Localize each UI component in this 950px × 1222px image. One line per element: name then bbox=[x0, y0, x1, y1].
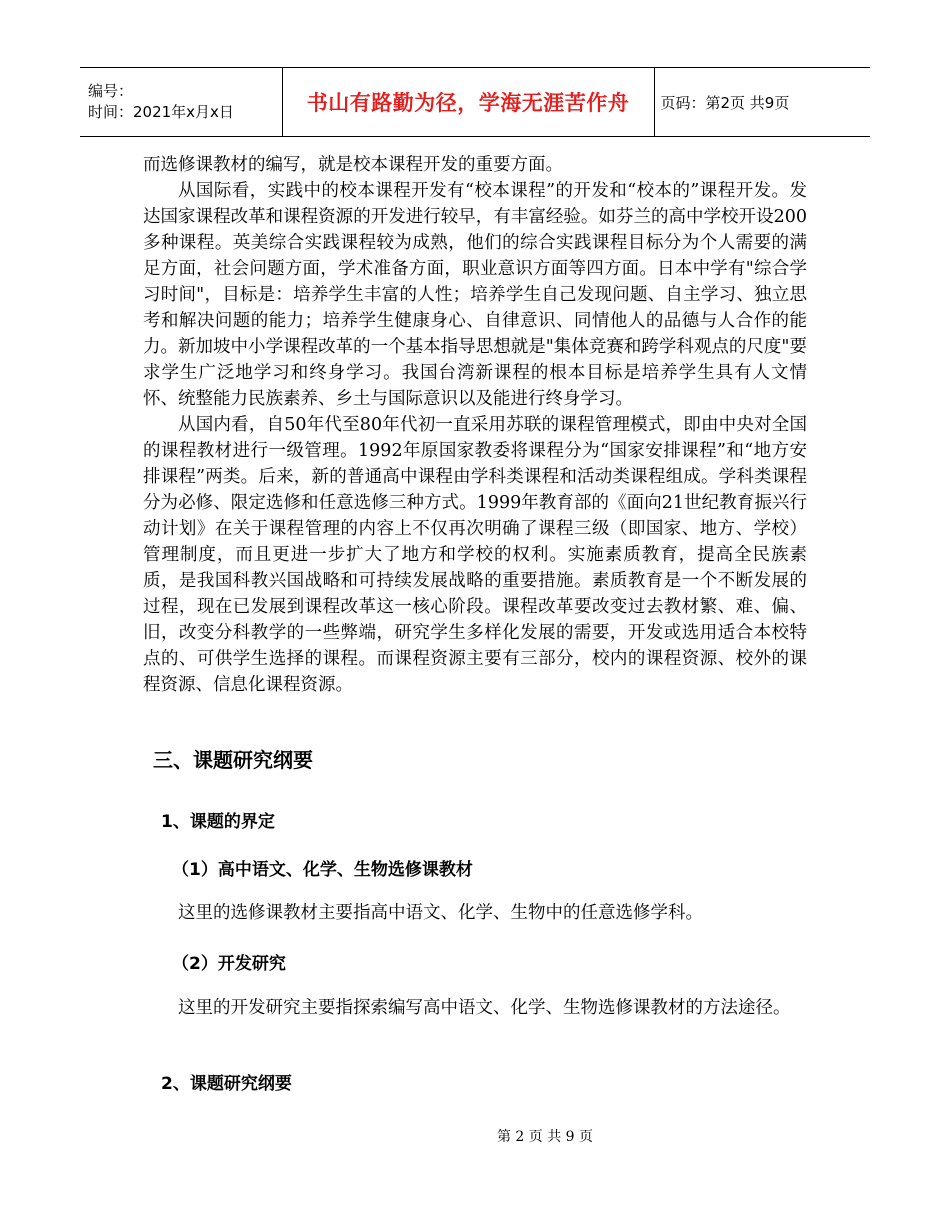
document-number-label: 编号： bbox=[88, 82, 134, 100]
header-page-number: 页码：第2页 共9页 bbox=[660, 93, 790, 112]
header-motto-cell bbox=[282, 68, 654, 137]
paragraph-intro-end: 而选修课教材的编写，就是校本课程开发的重要方面。 bbox=[143, 155, 563, 175]
item-text-development: 这里的开发研究主要指探索编写高中语文、化学、生物选修课教材的方法途径。 bbox=[178, 998, 791, 1018]
subsection-heading-definition: 1、课题的界定 bbox=[161, 812, 275, 832]
subsection-heading-outline: 2、课题研究纲要 bbox=[161, 1074, 292, 1094]
section-heading: 三、课题研究纲要 bbox=[153, 748, 313, 772]
header-meta bbox=[80, 68, 282, 137]
page-footer bbox=[0, 1126, 950, 1146]
header-page-cell bbox=[654, 68, 870, 137]
header-table bbox=[80, 67, 870, 137]
item-text-textbooks: 这里的选修课教材主要指高中语文、化学、生物中的任意选修学科。 bbox=[178, 903, 703, 923]
paragraph-domestic: 从国内看，自50年代至80年代初一直采用苏联的课程管理模式，即由中央对全国的课程教材进行一级管理。1992年原国家教委将课程分为“国家安排课程”和“地方安排课程”两类。后来，新的普通高中课程由学科类课程和活动类课程组成。学科类课程分为必修、限定选修和任意选修三种方式。1999年教育部的《面向21世纪教育振兴行动计划》在关于课程管理的内容上不仅再次明确了课程三级（即国家、地方、学校）管理制度，而且更进一步扩大了地方和学校的权利。实施素质教育，提高全民族素质，是我国科教兴国战略和可持续发展战略的重要措施。素质教育是一个不断发展的过程，现在已发展到课程改革这一核心阶段。课程改革要改变过去教材繁、难、偏、旧，改变分科教学的一些弊端，研究学生多样化发展的需要，开发或选用适合本校特点的、可供学生选择的课程。而课程资源主要有三部分，校内的课程资源、校外的课程资源、信息化课程资源。 bbox=[143, 415, 807, 695]
document-date-label: 时间：2021年x月x日 bbox=[88, 103, 234, 121]
item-heading-development: （2）开发研究 bbox=[172, 954, 286, 974]
document-body bbox=[143, 152, 807, 698]
header-motto: 书山有路勤为径，学海无涯苦作舟 bbox=[306, 91, 630, 115]
item-heading-textbooks: （1）高中语文、化学、生物选修课教材 bbox=[172, 860, 473, 880]
paragraph-international: 从国际看，实践中的校本课程开发有“校本课程”的开发和“校本的”课程开发。发达国家课程改革和课程资源的开发进行较早，有丰富经验。如芬兰的高中学校开设200多种课程。英美综合实践课程较为成熟，他们的综合实践课程目标分为个人需要的满足方面，社会问题方面，学术准备方面，职业意识方面等四方面。日本中学有"综合学习时间"，目标是：培养学生丰富的人性；培养学生自己发现问题、自主学习、独立思考和解决问题的能力；培养学生健康身心、自律意识、同情他人的品德与人合作的能力。新加坡中小学课程改革的一个基本指导思想就是"集体竞赛和跨学科观点的尺度"要求学生广泛地学习和终身学习。我国台湾新课程的根本目标是培养学生具有人文情怀、统整能力民族素养、乡土与国际意识以及能进行终身学习。 bbox=[143, 181, 807, 409]
footer-page-number: 第 2 页 共 9 页 bbox=[496, 1129, 594, 1145]
